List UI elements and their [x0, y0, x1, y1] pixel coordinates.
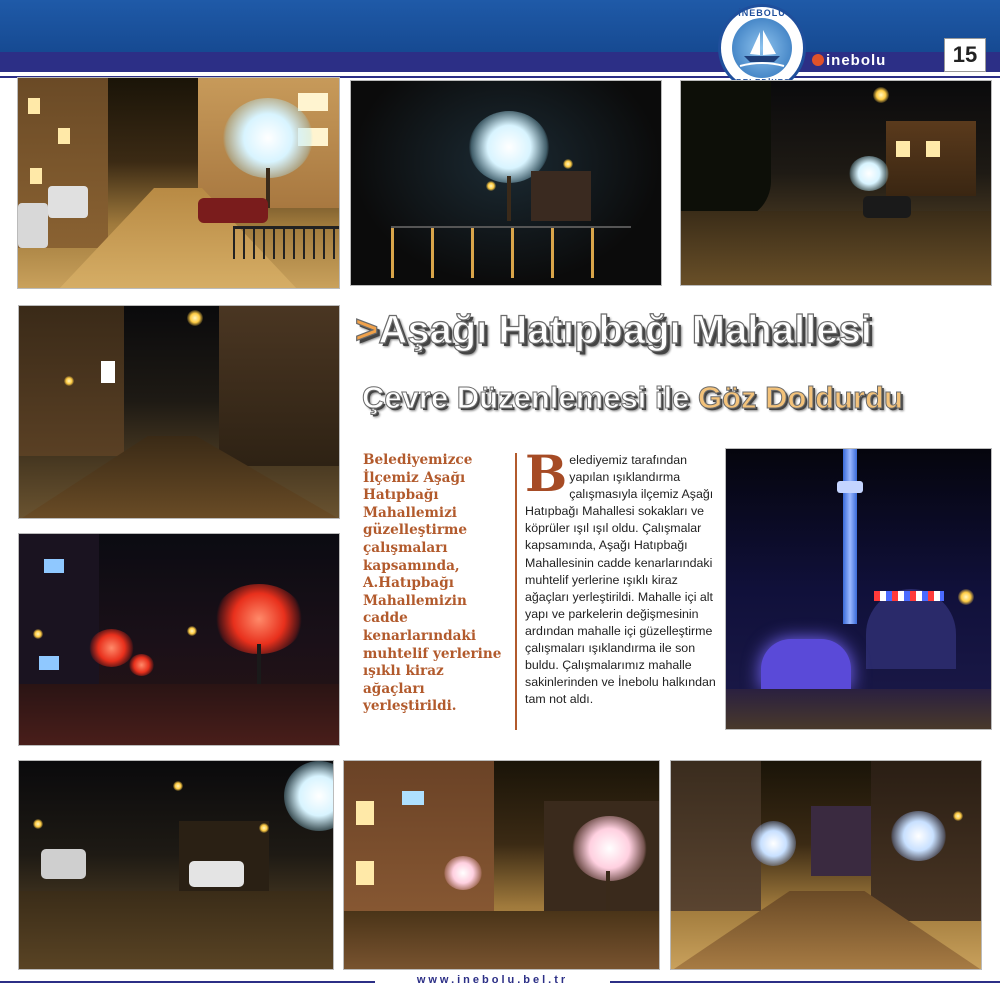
street-lamp	[187, 310, 203, 326]
street-lamp	[173, 781, 183, 791]
building	[19, 534, 99, 684]
street-lamp	[873, 87, 889, 103]
photo-red-trees-street	[18, 533, 340, 746]
brand-name	[812, 52, 886, 69]
fence	[233, 226, 340, 259]
article-body-text: elediyemiz tarafından yapılan ışıklandırma çalışmasıyla ilçemiz Aşağı Hatıpbağı Mahallesi sokakları ve köprüler ışıl ışıl oldu. Çalışmalar kapsamında, Aşağı Hatıpbağı Mahallesinin cadde kenarlarındaki muhtelif yerlerine ışıklı kiraz ağaçları yerleştirildi. Mahalle içi alt yapı ve parkelerin değişmesinin ardından mahalle içi güzelleştirme çalışmaları ışıklandırma ile son buldu. Çalışmalarımız mahalle sakinlerinden ve İnebolu halkından tam not aldı.	[525, 453, 716, 707]
street-lamp	[486, 181, 496, 191]
window	[28, 98, 40, 114]
lit-tree	[89, 629, 134, 667]
building	[886, 121, 976, 196]
lit-tree	[444, 856, 482, 890]
window	[356, 801, 374, 825]
street-lamp	[958, 589, 974, 605]
photo-road-with-white-tree	[18, 760, 334, 970]
parked-car	[198, 198, 268, 223]
street-lamp	[33, 629, 43, 639]
title-line2-highlight: Göz Doldurdu	[698, 380, 903, 415]
footer-rule-left	[0, 981, 375, 983]
parked-car	[189, 861, 244, 887]
street-lamp	[259, 823, 269, 833]
lit-tree	[129, 654, 154, 676]
minaret	[843, 449, 857, 624]
article-lead: Belediyemizce İlçemiz Aşağı Hatıpbağı Mahallemizi güzelleştirme çalışmaları kapsamında, A.Hatıpbağı Mahallemizin cadde kenarlarındaki muhtelif yerlerine ışıklı kiraz ağaçları yerleştirildi.	[363, 452, 502, 715]
building	[671, 761, 761, 911]
window	[896, 141, 910, 157]
tree-trunk	[507, 176, 511, 221]
photo-park-with-white-tree	[350, 80, 662, 286]
title-marker: >	[355, 308, 379, 352]
lit-tree	[223, 98, 313, 178]
article-title-line1	[355, 308, 995, 353]
photo-cobblestone-street-night	[18, 305, 340, 519]
window	[58, 128, 70, 144]
drop-cap: B	[525, 444, 568, 503]
page-number: 15	[944, 38, 986, 72]
window	[101, 361, 115, 383]
parked-car	[48, 186, 88, 218]
footer-rule-right	[610, 981, 1000, 983]
street-lamp	[64, 376, 74, 386]
road	[19, 684, 340, 746]
footer-url[interactable]: www.inebolu.bel.tr	[416, 974, 569, 986]
ground	[726, 689, 992, 730]
parked-car	[18, 203, 48, 248]
lit-tree	[751, 821, 796, 866]
title-line1-text: Aşağı Hatıpbağı Mahallesi	[378, 308, 872, 352]
lit-tree	[284, 761, 334, 831]
tree-silhouette	[681, 81, 771, 221]
building	[219, 306, 340, 466]
photo-street-with-blue-tree	[670, 760, 982, 970]
logo-text-top: İNEBOLU	[738, 8, 786, 18]
minaret-balcony	[837, 481, 863, 493]
title-line2-text: Çevre Düzenlemesi ile	[362, 380, 698, 415]
brand-label: inebolu	[826, 52, 887, 69]
street-lamp	[33, 819, 43, 829]
window	[39, 656, 59, 670]
street-lamp	[953, 811, 963, 821]
window	[44, 559, 64, 573]
fence	[391, 226, 631, 278]
street-lamp	[563, 159, 573, 169]
article-title-line2	[362, 380, 982, 416]
brand-dot-icon	[812, 54, 824, 66]
photo-mosque-blue-lights	[725, 448, 992, 730]
building	[531, 171, 591, 221]
street-lamp	[187, 626, 197, 636]
window	[30, 168, 42, 184]
lit-tree	[891, 811, 946, 861]
road	[19, 891, 334, 970]
mosque-lights	[874, 591, 944, 601]
fountain-pavilion	[761, 639, 851, 689]
building	[344, 761, 494, 931]
photo-street-with-white-tree	[17, 77, 340, 289]
window	[298, 93, 328, 111]
road	[681, 211, 992, 286]
header-band	[0, 0, 1000, 52]
column-divider	[515, 453, 517, 730]
photo-apartments-with-trees	[343, 760, 660, 970]
parked-car	[41, 849, 86, 879]
lit-tree	[849, 156, 889, 191]
ship-emblem-icon	[732, 18, 792, 78]
building	[811, 806, 871, 876]
window	[926, 141, 940, 157]
mosque-dome	[866, 589, 956, 669]
road	[344, 911, 660, 970]
parked-car	[863, 196, 911, 218]
photo-wet-road-at-night	[680, 80, 992, 286]
article-body	[525, 444, 718, 708]
window	[402, 791, 424, 805]
window	[356, 861, 374, 885]
